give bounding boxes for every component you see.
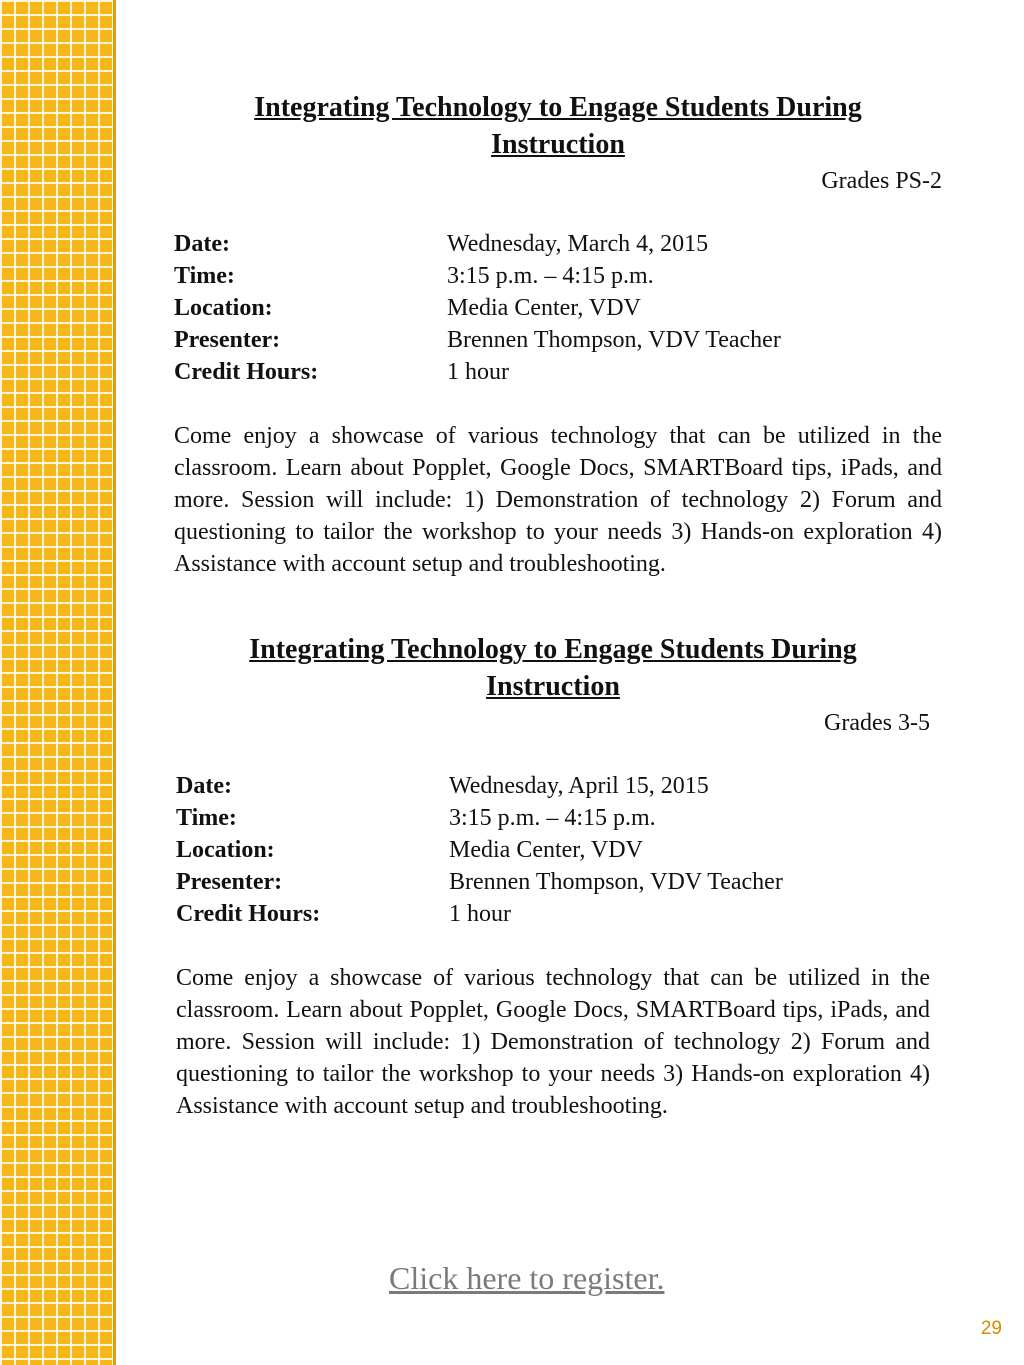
detail-row-date [176,770,930,802]
detail-label: Credit Hours: [174,359,319,385]
detail-label: Location: [176,837,275,863]
detail-value: 3:15 p.m. – 4:15 p.m. [447,263,654,289]
detail-row-time [174,260,942,292]
detail-value: Media Center, VDV [447,295,641,321]
detail-value: Media Center, VDV [449,837,643,863]
detail-value: Brennen Thompson, VDV Teacher [449,869,783,895]
detail-label: Time: [174,263,235,289]
detail-value: Wednesday, March 4, 2015 [447,231,709,257]
decorative-grid-border [0,0,113,1365]
border-edge-line [113,0,116,1365]
detail-label: Presenter: [176,869,283,895]
detail-value: 1 hour [449,901,511,927]
detail-label: Date: [174,231,230,257]
detail-label: Time: [176,805,237,831]
session-grades: Grades 3-5 [824,710,930,736]
detail-label: Location: [174,295,273,321]
detail-row-presenter [174,324,942,356]
session-details [174,228,942,388]
detail-row-location [176,834,930,866]
detail-row-location [174,292,942,324]
session-title: Integrating Technology to Engage Students During Instruction [249,634,857,702]
detail-row-time [176,802,930,834]
session-description: Come enjoy a showcase of various technology that can be utilized in the classroom. Learn about Popplet, Google Docs, SMARTBoard tips, iPads, and more. Session will include: 1) Demonstration of technology 2) Forum and questioning to tailor the workshop to your needs 3) Hands-on exploration 4) Assistance with account setup and troubleshooting. [176,965,930,1119]
detail-value: 1 hour [447,359,509,385]
detail-row-credit-hours [174,356,942,388]
detail-label: Date: [176,773,232,799]
detail-label: Credit Hours: [176,901,321,927]
page-number: 29 [980,1318,1002,1339]
session-3-5 [176,631,930,1122]
session-ps2 [174,89,942,580]
detail-label: Presenter: [174,327,281,353]
detail-row-presenter [176,866,930,898]
session-grades: Grades PS-2 [821,168,942,194]
detail-row-date [174,228,942,260]
session-description: Come enjoy a showcase of various technology that can be utilized in the classroom. Learn about Popplet, Google Docs, SMARTBoard tips, iPads, and more. Session will include: 1) Demonstration of technology 2) Forum and questioning to tailor the workshop to your needs 3) Hands-on exploration 4) Assistance with account setup and troubleshooting. [174,423,942,577]
detail-value: Brennen Thompson, VDV Teacher [447,327,781,353]
detail-row-credit-hours [176,898,930,930]
detail-value: 3:15 p.m. – 4:15 p.m. [449,805,656,831]
detail-value: Wednesday, April 15, 2015 [449,773,709,799]
session-details [176,770,930,930]
session-title: Integrating Technology to Engage Students During Instruction [254,92,862,160]
register-link[interactable]: Click here to register. [389,1260,665,1296]
